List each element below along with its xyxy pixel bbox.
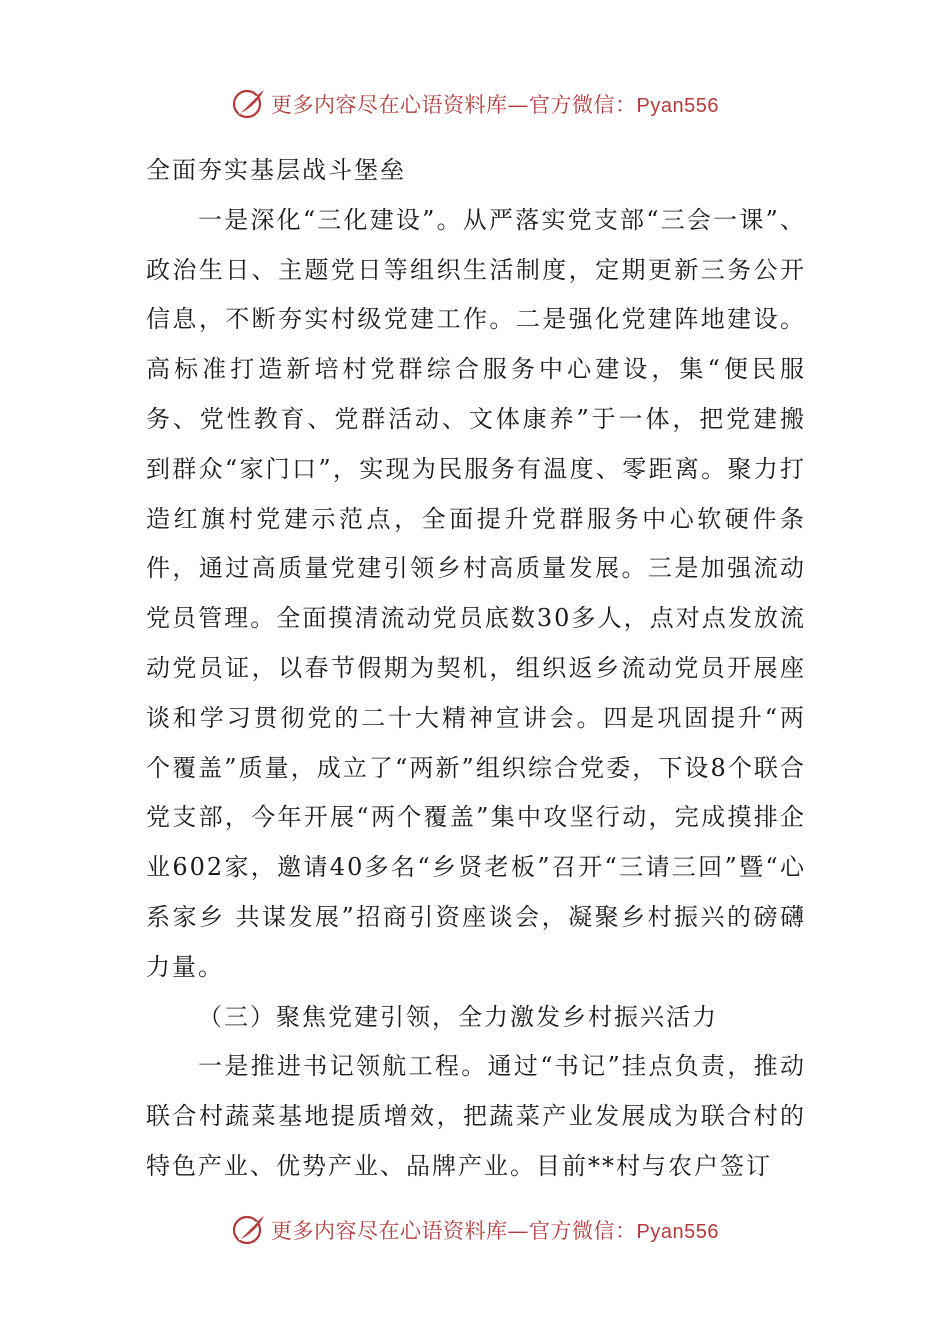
quill-pen-icon (231, 1212, 267, 1248)
watermark-wechat-label: 官方微信： (529, 93, 637, 117)
quill-pen-icon (231, 86, 267, 122)
paragraph-secretary-pilot: 一是推进书记领航工程。通过“书记”挂点负责，推动联合村蔬菜基地提质增效，把蔬菜产业发展成为联合村的特色产业、优势产业、品牌产业。目前**村与农户签订 (146, 1052, 806, 1180)
watermark-brand: 更多内容尽在心语资料库— (271, 93, 530, 117)
header-watermark (0, 84, 950, 124)
footer-watermark (0, 1210, 950, 1250)
watermark-brand: 更多内容尽在心语资料库— (271, 1219, 530, 1243)
document-body (146, 146, 806, 1192)
paragraph-rural-party-building: 一是深化“三化建设”。从严落实党支部“三会一课”、政治生日、主题党日等组织生活制度，定期更新三务公开信息，不断夯实村级党建工作。二是强化党建阵地建设。高标准打造新培村党群综合服务中心建设，集“便民服务、党性教育、党群活动、文体康养”于一体，把党建搬到群众“家门口”，实现为民服务有温度、零距离。聚力打造红旗村党建示范点，全面提升党群服务中心软硬件条件，通过高质量党建引领乡村高质量发展。三是加强流动党员管理。全面摸清流动党员底数30多人，点对点发放流动党员证，以春节假期为契机，组织返乡流动党员开展座谈和学习贯彻党的二十大精神宣讲会。四是巩固提升“两个覆盖”质量，成立了“两新”组织综合党委，下设8个联合党支部，今年开展“两个覆盖”集中攻坚行动，完成摸排企业602家，邀请40多名“乡贤老板”召开“三请三回”暨“心系家乡 共谋发展”招商引资座谈会，凝聚乡村振兴的磅礴力量。 (146, 205, 806, 981)
watermark-wechat-id: Pyan556 (636, 95, 719, 117)
watermark-wechat-label: 官方微信： (529, 1219, 637, 1243)
heading-fragment: 全面夯实基层战斗堡垒 (146, 156, 406, 184)
watermark-text (271, 1215, 719, 1245)
watermark-text (271, 89, 719, 119)
section-heading: （三）聚焦党建引领，全力激发乡村振兴活力 (198, 1002, 718, 1031)
watermark-wechat-id: Pyan556 (636, 1221, 719, 1243)
